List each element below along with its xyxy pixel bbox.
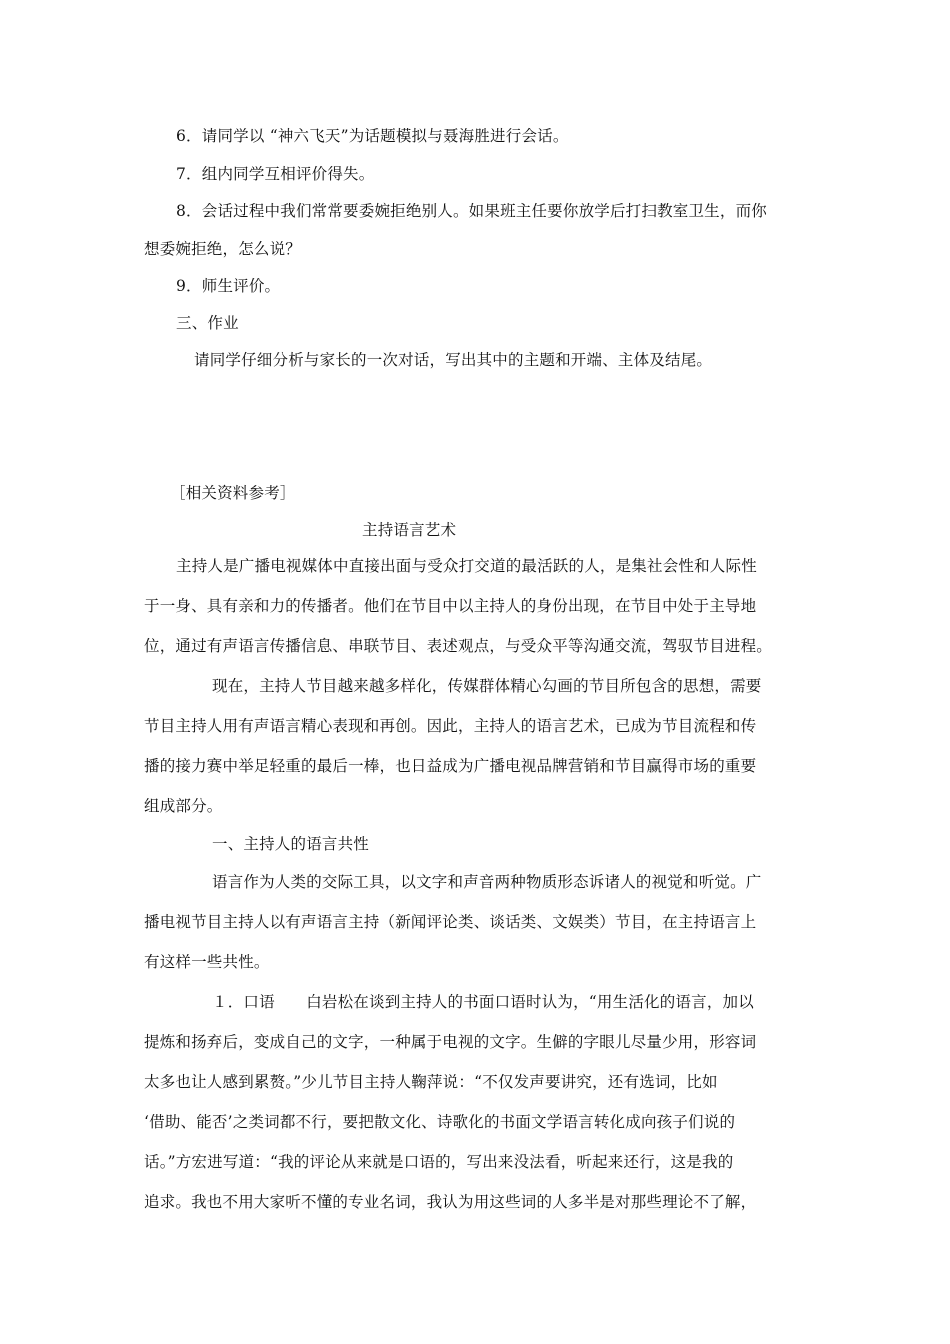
paragraph-2-line-4: 组成部分。: [144, 797, 223, 815]
paragraph-3-line-2: 播电视节目主持人以有声语言主持（新闻评论类、谈话类、文娱类）节目，在主持语言上: [144, 913, 757, 931]
activity-item-9: 9．师生评价。: [176, 277, 281, 295]
paragraph-4-line-1: １．口语 白岩松在谈到主持人的书面口语时认为，“用生活化的语言，加以: [212, 993, 754, 1011]
reference-label: ［相关资料参考］: [170, 484, 296, 502]
paragraph-1-line-3: 位，通过有声语言传播信息、串联节目、表述观点，与受众平等沟通交流，驾驭节目进程。: [144, 637, 773, 655]
paragraph-1-line-2: 于一身、具有亲和力的传播者。他们在节目中以主持人的身份出现，在节目中处于主导地: [144, 597, 757, 615]
homework-text: 请同学仔细分析与家长的一次对话，写出其中的主题和开端、主体及结尾。: [194, 351, 713, 369]
paragraph-4-line-4: ‘借助、能否’之类词都不行，要把散文化、诗歌化的书面文学语言转化成向孩子们说的: [144, 1113, 736, 1131]
paragraph-3-line-1: 语言作为人类的交际工具，以文字和声音两种物质形态诉诸人的视觉和听觉。广: [212, 873, 762, 891]
activity-item-8-line-1: 8．会话过程中我们常常要委婉拒绝别人。如果班主任要你放学后打扫教室卫生，而你: [176, 202, 767, 220]
paragraph-2-line-2: 节目主持人用有声语言精心表现和再创。因此，主持人的语言艺术，已成为节目流程和传: [144, 717, 757, 735]
paragraph-4-line-3: 太多也让人感到累赘。”少儿节目主持人鞠萍说：“不仅发声要讲究，还有选词，比如: [144, 1073, 718, 1091]
activity-item-8-line-2: 想委婉拒绝，怎么说？: [144, 240, 302, 258]
article-title: 主持语言艺术: [362, 521, 457, 539]
paragraph-4-line-2: 提炼和扬弃后，变成自己的文字，一种属于电视的文字。生僻的字眼儿尽量少用，形容词: [144, 1033, 757, 1051]
paragraph-3-line-3: 有这样一些共性。: [144, 953, 270, 971]
homework-heading: 三、作业: [176, 314, 239, 332]
activity-item-7: 7．组内同学互相评价得失。: [176, 165, 375, 183]
paragraph-2-line-3: 播的接力赛中举足轻重的最后一棒，也日益成为广播电视品牌营销和节目赢得市场的重要: [144, 757, 757, 775]
paragraph-4-line-6: 追求。我也不用大家听不懂的专业名词，我认为用这些词的人多半是对那些理论不了解，: [144, 1193, 757, 1211]
paragraph-1-line-1: 主持人是广播电视媒体中直接出面与受众打交道的最活跃的人，是集社会性和人际性: [176, 557, 757, 575]
section-1-heading: 一、主持人的语言共性: [212, 835, 370, 853]
paragraph-4-line-5: 话。”方宏进写道：“我的评论从来就是口语的，写出来没法看，听起来还行，这是我的: [144, 1153, 734, 1171]
activity-item-6: 6．请同学以 “神六飞天”为话题模拟与聂海胜进行会话。: [176, 127, 569, 145]
paragraph-2-line-1: 现在，主持人节目越来越多样化，传媒群体精心勾画的节目所包含的思想，需要: [212, 677, 762, 695]
